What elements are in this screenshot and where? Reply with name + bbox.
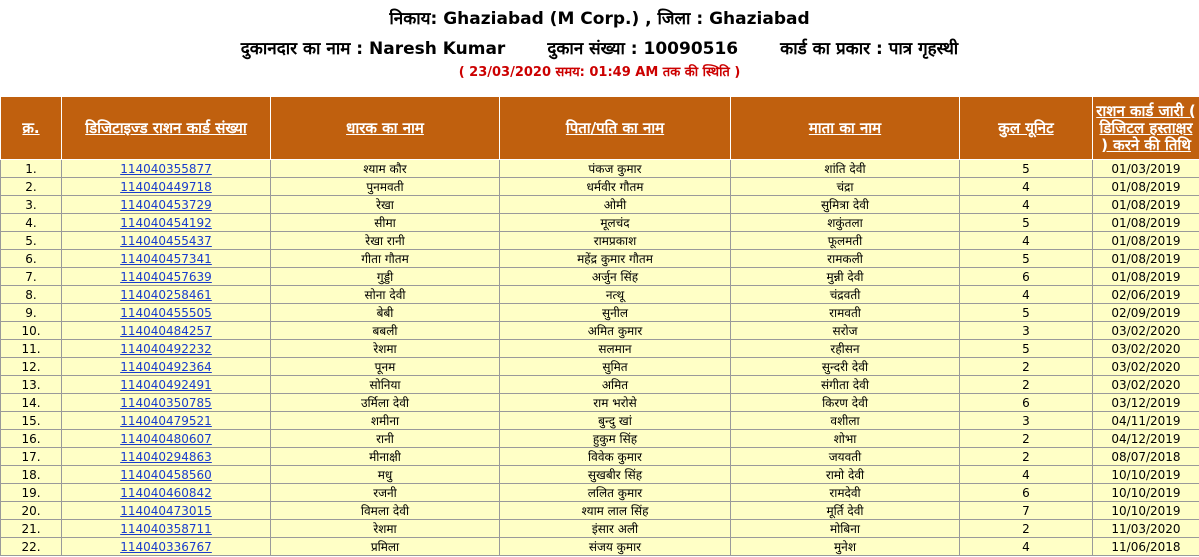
holder-name-cell: प्रमिला — [271, 538, 500, 556]
issue-date-cell: 04/12/2019 — [1093, 430, 1199, 448]
father-husband-name-cell: धर्मवीर गौतम — [500, 178, 731, 196]
col-header-total-units[interactable]: कुल यूनिट — [960, 97, 1093, 160]
card-number-link[interactable]: 114040457639 — [120, 269, 212, 284]
serial-number-cell: 7. — [1, 268, 62, 286]
col-header-holder-name[interactable]: धारक का नाम — [271, 97, 500, 160]
total-units-cell: 4 — [960, 538, 1093, 556]
col-header-issue-date[interactable]: राशन कार्ड जारी ( डिजिटल हस्ताक्षर ) करने की तिथि — [1093, 97, 1199, 160]
serial-number-cell: 10. — [1, 322, 62, 340]
father-husband-name-cell: श्याम लाल सिंह — [500, 502, 731, 520]
card-number-cell — [62, 304, 271, 322]
issue-date-cell: 04/11/2019 — [1093, 412, 1199, 430]
serial-number-cell: 21. — [1, 520, 62, 538]
issue-date-cell: 01/08/2019 — [1093, 214, 1199, 232]
holder-name-cell: बबली — [271, 322, 500, 340]
card-number-cell — [62, 448, 271, 466]
total-units-cell: 6 — [960, 394, 1093, 412]
issue-date-cell: 11/06/2018 — [1093, 538, 1199, 556]
total-units-cell: 3 — [960, 322, 1093, 340]
serial-number-cell: 3. — [1, 196, 62, 214]
table-row — [1, 376, 1199, 394]
father-husband-name-cell: सुनील — [500, 304, 731, 322]
table-row — [1, 214, 1199, 232]
card-number-cell — [62, 484, 271, 502]
shopkeeper-name: दुकानदार का नाम : Naresh Kumar — [240, 39, 506, 59]
issue-date-cell: 03/02/2020 — [1093, 322, 1199, 340]
card-number-cell — [62, 520, 271, 538]
table-row — [1, 196, 1199, 214]
mother-name-cell: रामवती — [731, 304, 960, 322]
card-number-cell — [62, 466, 271, 484]
serial-number-cell: 2. — [1, 178, 62, 196]
serial-number-cell: 8. — [1, 286, 62, 304]
holder-name-cell: रानी — [271, 430, 500, 448]
card-number-link[interactable]: 114040294863 — [120, 449, 212, 464]
holder-name-cell: सीमा — [271, 214, 500, 232]
card-number-link[interactable]: 114040358711 — [120, 521, 212, 536]
holder-name-cell: सोनिया — [271, 376, 500, 394]
card-number-link[interactable]: 114040453729 — [120, 197, 212, 212]
col-header-serial[interactable]: क्र. — [1, 97, 62, 160]
serial-number-cell: 18. — [1, 466, 62, 484]
table-row — [1, 178, 1199, 196]
card-number-cell — [62, 232, 271, 250]
total-units-cell: 5 — [960, 250, 1093, 268]
serial-number-cell: 1. — [1, 160, 62, 178]
total-units-cell: 7 — [960, 502, 1093, 520]
location-line: निकाय: Ghaziabad (M Corp.) , जिला : Ghaziabad — [389, 9, 810, 29]
table-row — [1, 322, 1199, 340]
holder-name-cell: उर्मिला देवी — [271, 394, 500, 412]
father-husband-name-cell: रामप्रकाश — [500, 232, 731, 250]
card-number-link[interactable]: 114040479521 — [120, 413, 212, 428]
father-husband-name-cell: पंकज कुमार — [500, 160, 731, 178]
mother-name-cell: सुन्दरी देवी — [731, 358, 960, 376]
card-number-link[interactable]: 114040492364 — [120, 359, 212, 374]
total-units-cell: 4 — [960, 232, 1093, 250]
total-units-cell: 5 — [960, 304, 1093, 322]
serial-number-cell: 20. — [1, 502, 62, 520]
mother-name-cell: शांति देवी — [731, 160, 960, 178]
total-units-cell: 5 — [960, 160, 1093, 178]
father-husband-name-cell: संजय कुमार — [500, 538, 731, 556]
issue-date-cell: 10/10/2019 — [1093, 466, 1199, 484]
table-row — [1, 466, 1199, 484]
holder-name-cell: रेखा — [271, 196, 500, 214]
table-row — [1, 502, 1199, 520]
father-husband-name-cell: हुकुम सिंह — [500, 430, 731, 448]
report-header — [0, 0, 1199, 82]
father-husband-name-cell: अमित — [500, 376, 731, 394]
father-husband-name-cell: इंसार अली — [500, 520, 731, 538]
table-row — [1, 520, 1199, 538]
card-number-link[interactable]: 114040454192 — [120, 215, 212, 230]
holder-name-cell: विमला देवी — [271, 502, 500, 520]
total-units-cell: 2 — [960, 430, 1093, 448]
issue-date-cell: 08/07/2018 — [1093, 448, 1199, 466]
card-number-cell — [62, 394, 271, 412]
mother-name-cell: मुन्नी देवी — [731, 268, 960, 286]
total-units-cell: 3 — [960, 412, 1093, 430]
total-units-cell: 2 — [960, 520, 1093, 538]
holder-name-cell: मीनाक्षी — [271, 448, 500, 466]
holder-name-cell: श्याम कौर — [271, 160, 500, 178]
father-husband-name-cell: राम भरोसे — [500, 394, 731, 412]
mother-name-cell: सरोज — [731, 322, 960, 340]
mother-name-cell: किरण देवी — [731, 394, 960, 412]
card-number-link[interactable]: 114040492491 — [120, 377, 212, 392]
holder-name-cell: रजनी — [271, 484, 500, 502]
table-row — [1, 412, 1199, 430]
card-type: कार्ड का प्रकार : पात्र गृहस्थी — [780, 39, 959, 59]
card-number-link[interactable]: 114040492232 — [120, 341, 212, 356]
card-number-cell — [62, 538, 271, 556]
issue-date-cell: 01/08/2019 — [1093, 178, 1199, 196]
mother-name-cell: मुनेश — [731, 538, 960, 556]
table-row — [1, 232, 1199, 250]
card-number-link[interactable]: 114040455437 — [120, 233, 212, 248]
card-number-link[interactable]: 114040484257 — [120, 323, 212, 338]
issue-date-cell: 03/02/2020 — [1093, 376, 1199, 394]
serial-number-cell: 19. — [1, 484, 62, 502]
card-number-cell — [62, 358, 271, 376]
ration-card-table — [0, 96, 1199, 556]
serial-number-cell: 22. — [1, 538, 62, 556]
card-number-cell — [62, 502, 271, 520]
card-number-link[interactable]: 114040258461 — [120, 287, 212, 302]
total-units-cell: 4 — [960, 178, 1093, 196]
serial-number-cell: 12. — [1, 358, 62, 376]
father-husband-name-cell: मूलचंद — [500, 214, 731, 232]
total-units-cell: 5 — [960, 214, 1093, 232]
holder-name-cell: गुड्डी — [271, 268, 500, 286]
serial-number-cell: 11. — [1, 340, 62, 358]
mother-name-cell: रहीसन — [731, 340, 960, 358]
table-row — [1, 448, 1199, 466]
card-number-cell — [62, 196, 271, 214]
holder-name-cell: रेशमा — [271, 340, 500, 358]
issue-date-cell: 02/09/2019 — [1093, 304, 1199, 322]
issue-date-cell: 01/08/2019 — [1093, 196, 1199, 214]
serial-number-cell: 13. — [1, 376, 62, 394]
holder-name-cell: रेखा रानी — [271, 232, 500, 250]
mother-name-cell: जयवती — [731, 448, 960, 466]
father-husband-name-cell: महेंद्र कुमार गौतम — [500, 250, 731, 268]
holder-name-cell: गीता गौतम — [271, 250, 500, 268]
serial-number-cell: 9. — [1, 304, 62, 322]
total-units-cell: 5 — [960, 340, 1093, 358]
father-husband-name-cell: सुखबीर सिंह — [500, 466, 731, 484]
holder-name-cell: सोना देवी — [271, 286, 500, 304]
table-row — [1, 304, 1199, 322]
table-row — [1, 394, 1199, 412]
serial-number-cell: 14. — [1, 394, 62, 412]
table-row — [1, 430, 1199, 448]
mother-name-cell: रामो देवी — [731, 466, 960, 484]
mother-name-cell: संगीता देवी — [731, 376, 960, 394]
col-header-father-husband-name[interactable]: पिता/पति का नाम — [500, 97, 731, 160]
father-husband-name-cell: ललित कुमार — [500, 484, 731, 502]
issue-date-cell: 03/12/2019 — [1093, 394, 1199, 412]
serial-number-cell: 17. — [1, 448, 62, 466]
mother-name-cell: सुमित्रा देवी — [731, 196, 960, 214]
card-number-cell — [62, 430, 271, 448]
serial-number-cell: 15. — [1, 412, 62, 430]
mother-name-cell: वशीला — [731, 412, 960, 430]
col-header-card-number[interactable]: डिजिटाइज्ड राशन कार्ड संख्या — [62, 97, 271, 160]
father-husband-name-cell: विवेक कुमार — [500, 448, 731, 466]
total-units-cell: 6 — [960, 484, 1093, 502]
card-number-link[interactable]: 114040336767 — [120, 539, 212, 554]
status-timestamp: ( 23/03/2020 समय: 01:49 AM तक की स्थिति ) — [458, 65, 741, 80]
mother-name-cell: मूर्ति देवी — [731, 502, 960, 520]
father-husband-name-cell: ओमी — [500, 196, 731, 214]
issue-date-cell: 01/08/2019 — [1093, 250, 1199, 268]
issue-date-cell: 01/08/2019 — [1093, 268, 1199, 286]
shop-info-line — [0, 38, 1199, 60]
card-number-link[interactable]: 114040457341 — [120, 251, 212, 266]
father-husband-name-cell: सलमान — [500, 340, 731, 358]
mother-name-cell: चंद्रा — [731, 178, 960, 196]
father-husband-name-cell: बुन्दु खां — [500, 412, 731, 430]
table-row — [1, 286, 1199, 304]
card-number-link[interactable]: 114040355877 — [120, 161, 212, 176]
table-row — [1, 250, 1199, 268]
total-units-cell: 2 — [960, 358, 1093, 376]
issue-date-cell: 01/03/2019 — [1093, 160, 1199, 178]
father-husband-name-cell: अर्जुन सिंह — [500, 268, 731, 286]
shop-number: दुकान संख्या : 10090516 — [547, 39, 739, 59]
card-number-link[interactable]: 114040480607 — [120, 431, 212, 446]
mother-name-cell: रामकली — [731, 250, 960, 268]
card-number-cell — [62, 286, 271, 304]
mother-name-cell: चंद्रवती — [731, 286, 960, 304]
table-row — [1, 268, 1199, 286]
holder-name-cell: पुनमवती — [271, 178, 500, 196]
card-number-link[interactable]: 114040460842 — [120, 485, 212, 500]
card-number-cell — [62, 250, 271, 268]
card-number-cell — [62, 322, 271, 340]
holder-name-cell: बेबी — [271, 304, 500, 322]
holder-name-cell: पूनम — [271, 358, 500, 376]
total-units-cell: 2 — [960, 448, 1093, 466]
serial-number-cell: 6. — [1, 250, 62, 268]
issue-date-cell: 01/08/2019 — [1093, 232, 1199, 250]
serial-number-cell: 4. — [1, 214, 62, 232]
table-row — [1, 358, 1199, 376]
total-units-cell: 2 — [960, 376, 1093, 394]
card-number-link[interactable]: 114040473015 — [120, 503, 212, 518]
table-row — [1, 160, 1199, 178]
holder-name-cell: शमीना — [271, 412, 500, 430]
mother-name-cell: फूलमती — [731, 232, 960, 250]
mother-name-cell: रामदेवी — [731, 484, 960, 502]
father-husband-name-cell: अमित कुमार — [500, 322, 731, 340]
total-units-cell: 4 — [960, 466, 1093, 484]
card-number-cell — [62, 214, 271, 232]
card-number-cell — [62, 340, 271, 358]
serial-number-cell: 16. — [1, 430, 62, 448]
card-number-link[interactable]: 114040458560 — [120, 467, 212, 482]
card-number-cell — [62, 412, 271, 430]
col-header-mother-name[interactable]: माता का नाम — [731, 97, 960, 160]
father-husband-name-cell: सुमित — [500, 358, 731, 376]
mother-name-cell: शकुंतला — [731, 214, 960, 232]
issue-date-cell: 11/03/2020 — [1093, 520, 1199, 538]
table-row — [1, 538, 1199, 556]
total-units-cell: 4 — [960, 286, 1093, 304]
card-number-link[interactable]: 114040350785 — [120, 395, 212, 410]
mother-name-cell: मोबिना — [731, 520, 960, 538]
mother-name-cell: शोभा — [731, 430, 960, 448]
table-header-row — [1, 97, 1199, 160]
card-number-cell — [62, 178, 271, 196]
table-row — [1, 340, 1199, 358]
total-units-cell: 4 — [960, 196, 1093, 214]
issue-date-cell: 10/10/2019 — [1093, 484, 1199, 502]
table-row — [1, 484, 1199, 502]
card-number-link[interactable]: 114040449718 — [120, 179, 212, 194]
card-number-link[interactable]: 114040455505 — [120, 305, 212, 320]
holder-name-cell: मधु — [271, 466, 500, 484]
card-number-cell — [62, 376, 271, 394]
serial-number-cell: 5. — [1, 232, 62, 250]
total-units-cell: 6 — [960, 268, 1093, 286]
issue-date-cell: 10/10/2019 — [1093, 502, 1199, 520]
issue-date-cell: 03/02/2020 — [1093, 340, 1199, 358]
card-number-cell — [62, 268, 271, 286]
holder-name-cell: रेशमा — [271, 520, 500, 538]
issue-date-cell: 03/02/2020 — [1093, 358, 1199, 376]
issue-date-cell: 02/06/2019 — [1093, 286, 1199, 304]
card-number-cell — [62, 160, 271, 178]
father-husband-name-cell: नत्थू — [500, 286, 731, 304]
